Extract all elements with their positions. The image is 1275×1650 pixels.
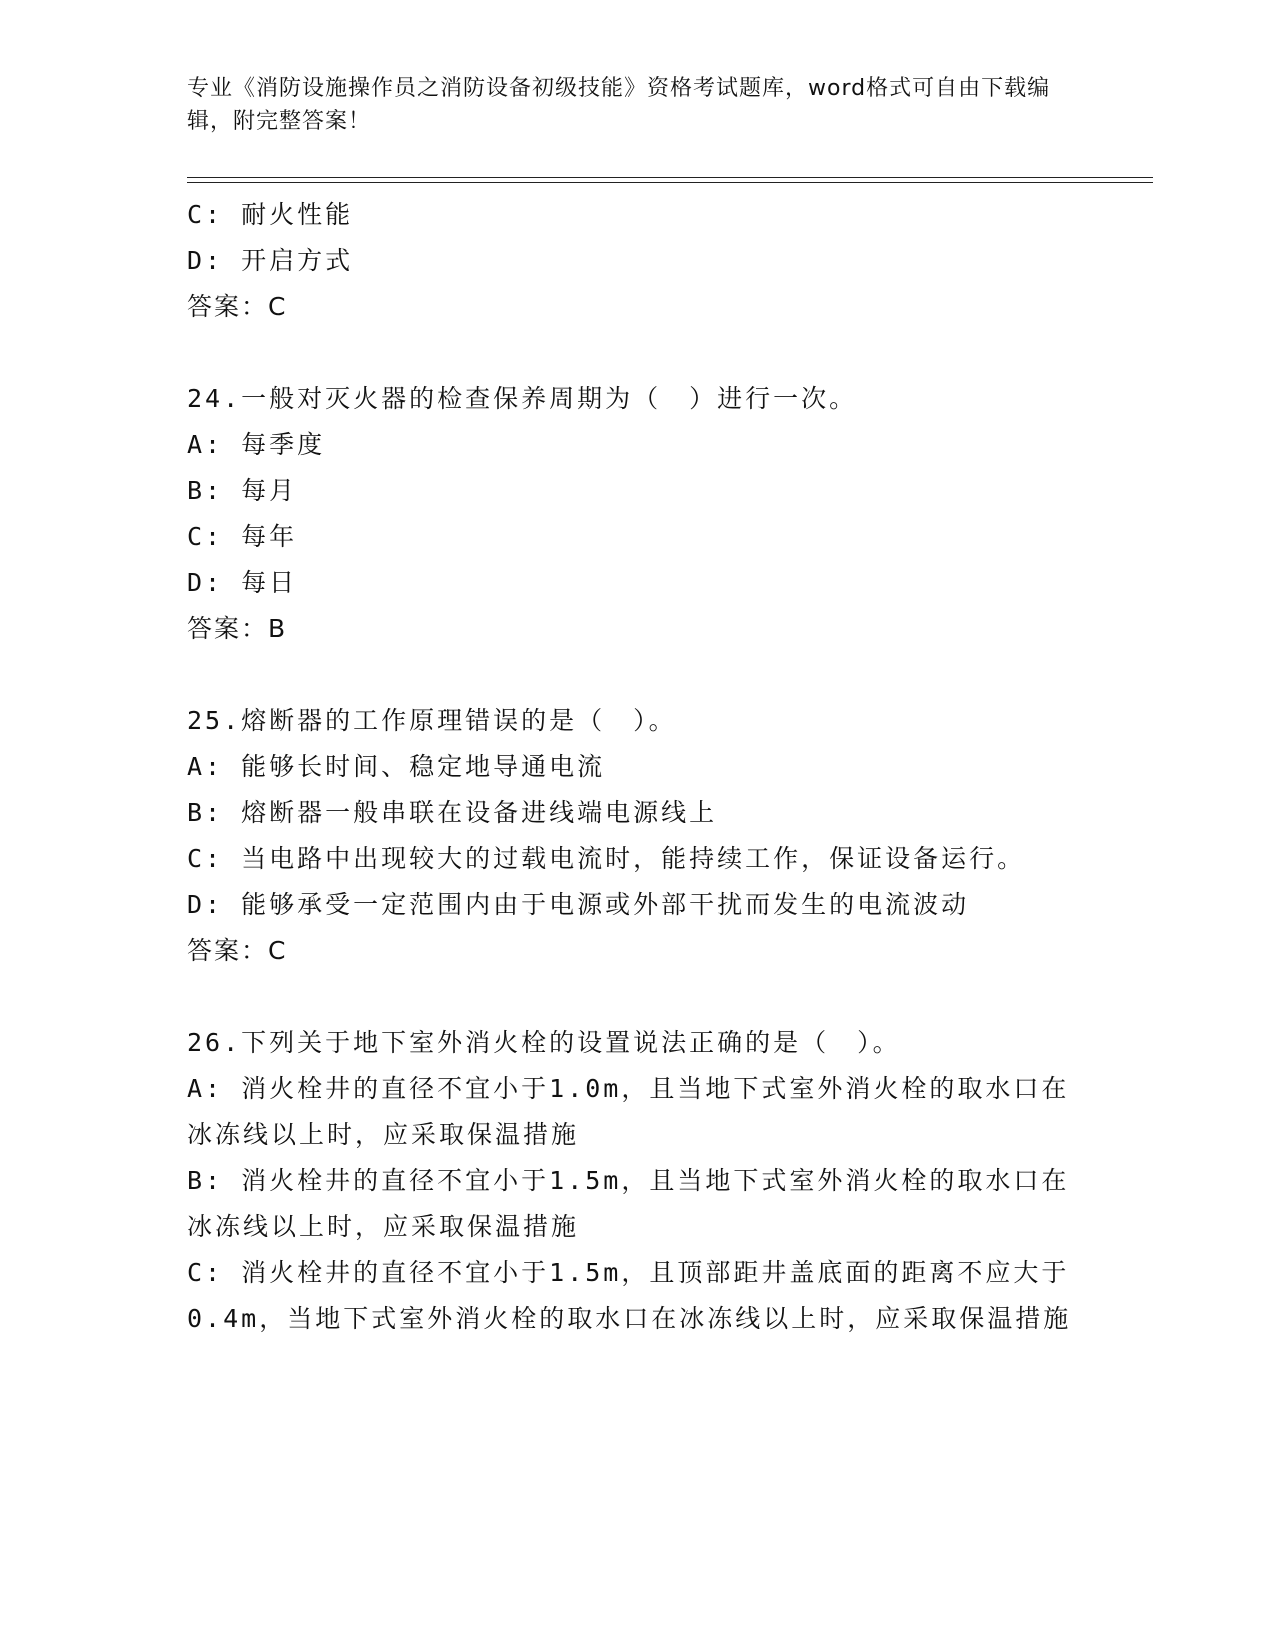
spacer [187,974,1087,1020]
question-stem: 25.熔断器的工作原理错误的是（ ）。 [187,706,677,735]
question-24 [187,376,1087,652]
header-divider-bottom [187,182,1153,183]
spacer [187,330,1087,376]
answer-line: 答案：C [187,936,288,965]
option-a: A: 每季度 [187,430,326,459]
option-a: A: 消火栓井的直径不宜小于1.0m，且当地下式室外消火栓的取水口在冰冻线以上时，应采取保温措施 [187,1074,1070,1149]
option-d: D: 能够承受一定范围内由于电源或外部干扰而发生的电流波动 [187,890,970,919]
option-c: C: 每年 [187,522,298,551]
header-intro-text: 专业《消防设施操作员之消防设备初级技能》资格考试题库，word格式可自由下载编辑，附完整答案！ [187,76,1051,134]
header-divider-top [187,177,1153,178]
question-26 [187,1020,1087,1342]
option-d: D: 开启方式 [187,246,354,275]
spacer [187,652,1087,698]
question-stem: 24.一般对灭火器的检查保养周期为（ ）进行一次。 [187,384,858,413]
option-c: C: 耐火性能 [187,200,354,229]
option-b: B: 每月 [187,476,298,505]
option-c: C: 消火栓井的直径不宜小于1.5m，且顶部距井盖底面的距离不应大于0.4m，当地下式室外消火栓的取水口在冰冻线以上时，应采取保温措施 [187,1258,1072,1333]
question-25 [187,698,1087,974]
option-c: C: 当电路中出现较大的过载电流时，能持续工作，保证设备运行。 [187,844,1026,873]
option-d: D: 每日 [187,568,298,597]
answer-line: 答案：C [187,292,288,321]
option-b: B: 熔断器一般串联在设备进线端电源线上 [187,798,718,827]
option-b: B: 消火栓井的直径不宜小于1.5m，且当地下式室外消火栓的取水口在冰冻线以上时，应采取保温措施 [187,1166,1070,1241]
question-list [187,192,1087,1342]
answer-line: 答案：B [187,614,288,643]
previous-question-tail [187,192,1087,330]
option-a: A: 能够长时间、稳定地导通电流 [187,752,606,781]
question-stem: 26.下列关于地下室外消火栓的设置说法正确的是（ ）。 [187,1028,901,1057]
document-header [187,72,1077,138]
